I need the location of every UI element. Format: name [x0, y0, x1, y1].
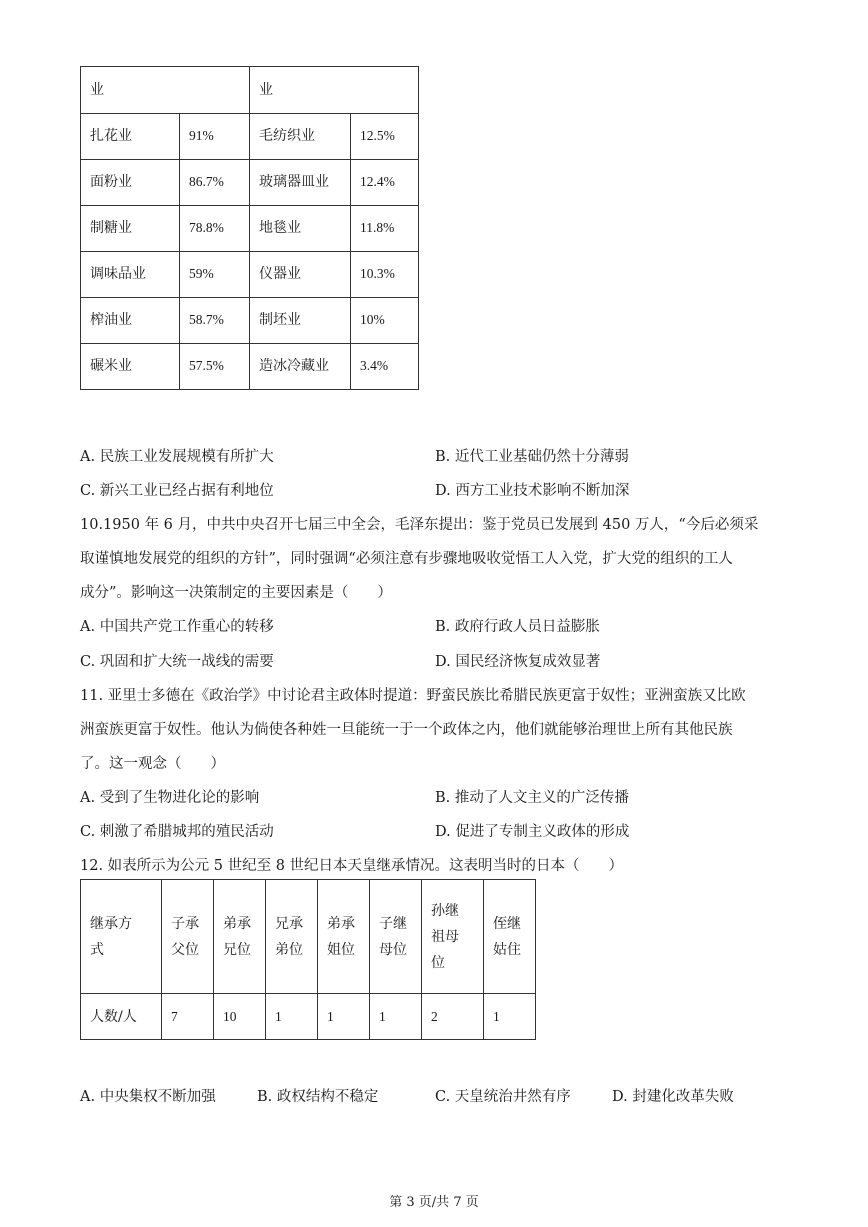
table-cell: 86.7%	[180, 160, 250, 206]
header-line: 子继	[379, 915, 407, 932]
q10-option-d[interactable]: D. 国民经济恢复成效显著	[435, 654, 601, 670]
table-row	[81, 252, 419, 298]
q10-option-b[interactable]: B. 政府行政人员日益膨胀	[435, 619, 600, 635]
q11-option-c[interactable]: C. 刺激了希腊城邦的殖民活动	[80, 824, 274, 840]
table-cell: 扎花业	[81, 114, 180, 160]
page-footer: 第 3 页/共 7 页	[389, 1195, 479, 1210]
header-line: 孙继	[431, 902, 459, 919]
table-header-cell	[422, 880, 484, 994]
q11-stem-line: 了。这一观念（ ）	[80, 756, 225, 772]
succession-table	[80, 879, 536, 1040]
table-cell: 碾米业	[81, 344, 180, 390]
table-cell: 2	[422, 994, 484, 1040]
table-cell: 面粉业	[81, 160, 180, 206]
table-header-cell	[484, 880, 536, 994]
table-header-cell	[81, 880, 162, 994]
q12-option-c[interactable]: C. 天皇统治井然有序	[435, 1089, 571, 1105]
header-line: 兄位	[223, 941, 251, 958]
table-header-cell	[318, 880, 370, 994]
q9-option-b[interactable]: B. 近代工业基础仍然十分薄弱	[435, 449, 629, 465]
table-cell: 10	[214, 994, 266, 1040]
industry-share-table	[80, 66, 419, 390]
q10-stem-line: 成分”。影响这一决策制定的主要因素是（ ）	[80, 585, 392, 601]
q9-option-c[interactable]: C. 新兴工业已经占据有利地位	[80, 483, 274, 499]
header-line: 兄承	[275, 915, 303, 932]
table-cell: 地毯业	[250, 206, 351, 252]
table-row	[81, 67, 419, 114]
table-cell: 造冰冷藏业	[250, 344, 351, 390]
header-line: 位	[431, 954, 445, 971]
header-line: 姑住	[493, 941, 521, 958]
table-row	[81, 298, 419, 344]
table-header-cell	[214, 880, 266, 994]
table-cell: 制坯业	[250, 298, 351, 344]
table-cell: 11.8%	[351, 206, 419, 252]
q12-option-a[interactable]: A. 中央集权不断加强	[80, 1089, 216, 1105]
q10-option-c[interactable]: C. 巩固和扩大统一战线的需要	[80, 654, 274, 670]
table-header-cell: 业	[250, 67, 419, 114]
header-line: 姐位	[327, 941, 355, 958]
table-row	[81, 344, 419, 390]
q11-option-b[interactable]: B. 推动了人文主义的广泛传播	[435, 790, 629, 806]
table-cell: 毛纺织业	[250, 114, 351, 160]
table-cell: 7	[162, 994, 214, 1040]
table-cell: 10%	[351, 298, 419, 344]
header-line: 弟承	[223, 915, 251, 932]
table-cell: 12.4%	[351, 160, 419, 206]
header-line: 弟位	[275, 941, 303, 958]
table-cell: 制糖业	[81, 206, 180, 252]
q12-option-d[interactable]: D. 封建化改革失败	[612, 1089, 734, 1105]
table-cell: 调味品业	[81, 252, 180, 298]
table-header-cell	[266, 880, 318, 994]
table-header-cell	[162, 880, 214, 994]
table-row	[81, 160, 419, 206]
q12-stem: 12. 如表所示为公元 5 世纪至 8 世纪日本天皇继承情况。这表明当时的日本（ ）	[80, 858, 624, 874]
header-line: 母位	[379, 941, 407, 958]
table-header-cell: 业	[81, 67, 250, 114]
table-cell: 1	[266, 994, 318, 1040]
table-cell: 3.4%	[351, 344, 419, 390]
table-cell: 58.7%	[180, 298, 250, 344]
table-cell: 91%	[180, 114, 250, 160]
table-cell: 78.8%	[180, 206, 250, 252]
header-line: 子承	[171, 915, 199, 932]
q11-stem-line: 11. 亚里士多德在《政治学》中讨论君主政体时提道：野蛮民族比希腊民族更富于奴性；亚洲蛮族又比欧	[80, 688, 746, 704]
q11-option-d[interactable]: D. 促进了专制主义政体的形成	[435, 824, 630, 840]
header-line: 继承方	[90, 915, 132, 932]
q10-stem-line: 10.1950 年 6 月，中共中央召开七届三中全会，毛泽东提出：鉴于党员已发展到 450 万人，“今后必须采	[80, 517, 759, 533]
table-row	[81, 994, 536, 1040]
table-cell: 仪器业	[250, 252, 351, 298]
header-line: 弟承	[327, 915, 355, 932]
table-header-cell	[370, 880, 422, 994]
table-row	[81, 206, 419, 252]
table-cell: 榨油业	[81, 298, 180, 344]
header-line: 式	[90, 941, 104, 958]
q11-option-a[interactable]: A. 受到了生物进化论的影响	[80, 790, 260, 806]
table-cell: 57.5%	[180, 344, 250, 390]
table-cell: 人数/人	[81, 994, 162, 1040]
table-cell: 玻璃器皿业	[250, 160, 351, 206]
table-row	[81, 114, 419, 160]
table-cell: 59%	[180, 252, 250, 298]
q11-stem-line: 洲蛮族更富于奴性。他认为倘使各种姓一旦能统一于一个政体之内，他们就能够治理世上所有其他民族	[80, 722, 733, 738]
table-row	[81, 880, 536, 994]
header-line: 父位	[171, 941, 199, 958]
q10-stem-line: 取谨慎地发展党的组织的方针”，同时强调“必须注意有步骤地吸收觉悟工人入党，扩大党的组织的工人	[80, 551, 733, 567]
q12-option-b[interactable]: B. 政权结构不稳定	[257, 1089, 379, 1105]
header-line: 祖母	[431, 928, 459, 945]
table-cell: 1	[318, 994, 370, 1040]
table-cell: 1	[370, 994, 422, 1040]
table-cell: 12.5%	[351, 114, 419, 160]
table-cell: 1	[484, 994, 536, 1040]
q9-option-d[interactable]: D. 西方工业技术影响不断加深	[435, 483, 630, 499]
q9-option-a[interactable]: A. 民族工业发展规模有所扩大	[80, 449, 274, 465]
table-cell: 10.3%	[351, 252, 419, 298]
q10-option-a[interactable]: A. 中国共产党工作重心的转移	[80, 619, 274, 635]
header-line: 侄继	[493, 915, 521, 932]
